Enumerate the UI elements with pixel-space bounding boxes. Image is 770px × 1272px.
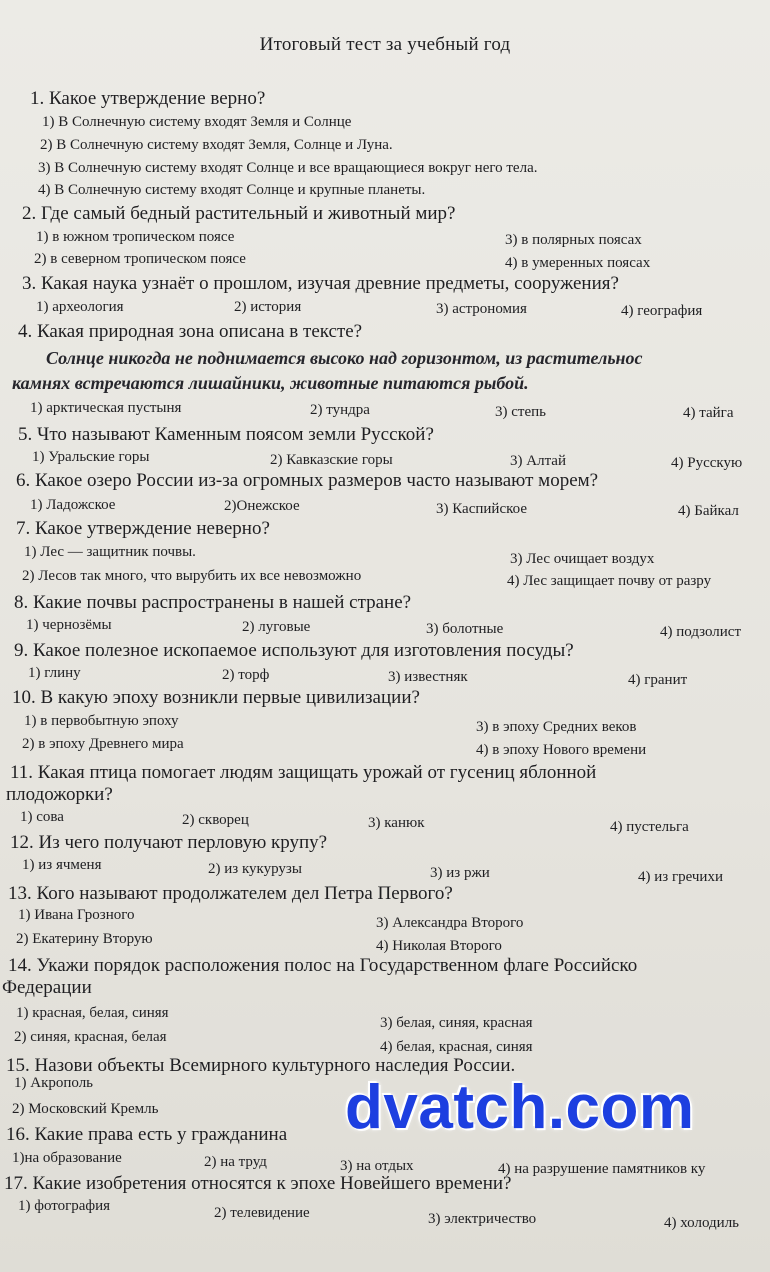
q2-answer-2: 2) в северном тропическом поясе (34, 251, 246, 267)
q8-answer-2: 2) луговые (242, 619, 311, 635)
question-10: 10. В какую эпоху возникли первые цивилизации? (12, 687, 420, 708)
question-8: 8. Какие почвы распространены в нашей стране? (14, 592, 412, 613)
q6-answer-1: 1) Ладожское (30, 497, 116, 513)
q2-answer-3: 3) в полярных поясах (505, 232, 642, 248)
q6-answer-4: 4) Байкал (678, 503, 739, 519)
question-5: 5. Что называют Каменным поясом земли Русской? (18, 424, 434, 445)
q16-answer-1: 1)на образование (12, 1150, 122, 1166)
question-14-continued: Федерации (2, 977, 92, 998)
q15-answer-1: 1) Акрополь (14, 1075, 94, 1091)
q12-answer-3: 3) из ржи (430, 865, 490, 881)
q11-answer-1: 1) сова (20, 809, 64, 825)
q4-answer-3: 3) степь (495, 404, 546, 420)
question-2: 2. Где самый бедный растительный и животный мир? (22, 203, 456, 224)
question-1: 1. Какое утверждение верно? (30, 88, 266, 109)
q5-answer-2: 2) Кавказские горы (270, 452, 393, 468)
watermark-text: dvatch.com (345, 1073, 695, 1142)
page-title: Итоговый тест за учебный год (259, 34, 511, 55)
q9-answer-2: 2) торф (222, 667, 270, 683)
q8-answer-3: 3) болотные (426, 621, 504, 637)
q12-answer-4: 4) из гречихи (638, 869, 723, 885)
q8-answer-1: 1) чернозёмы (26, 617, 112, 633)
question-14: 14. Укажи порядок расположения полос на Государственном флаге Российско (8, 955, 638, 976)
q11-answer-2: 2) скворец (182, 812, 249, 828)
q10-answer-2: 2) в эпоху Древнего мира (22, 736, 184, 752)
q16-answer-3: 3) на отдых (340, 1158, 414, 1174)
q4-answer-2: 2) тундра (310, 402, 370, 418)
question-13: 13. Кого называют продолжателем дел Петра Первого? (8, 883, 453, 904)
q7-answer-2: 2) Лесов так много, что вырубить их все невозможно (22, 568, 362, 584)
q9-answer-1: 1) глину (28, 665, 81, 681)
q14-answer-2: 2) синяя, красная, белая (14, 1029, 167, 1045)
q1-answer-4: 4) В Солнечную систему входят Солнце и крупные планеты. (38, 182, 426, 198)
q11-answer-3: 3) канюк (368, 815, 425, 831)
q17-answer-2: 2) телевидение (214, 1205, 310, 1221)
q3-answer-2: 2) история (234, 299, 302, 315)
q10-answer-3: 3) в эпоху Средних веков (476, 719, 637, 735)
q16-answer-4: 4) на разрушение памятников ку (498, 1161, 706, 1177)
question-4: 4. Какая природная зона описана в тексте? (18, 321, 363, 342)
q4-answer-4: 4) тайга (683, 405, 734, 421)
q17-answer-3: 3) электричество (428, 1211, 537, 1227)
q4-passage-line-2: камнях встречаются лишайники, животные питаются рыбой. (12, 373, 529, 393)
question-15: 15. Назови объекты Всемирного культурного наследия России. (6, 1055, 516, 1076)
q9-answer-4: 4) гранит (628, 672, 688, 688)
q7-answer-3: 3) Лес очищает воздух (510, 551, 655, 567)
question-11: 11. Какая птица помогает людям защищать урожай от гусениц яблонной (10, 762, 597, 783)
q2-answer-1: 1) в южном тропическом поясе (36, 229, 235, 245)
question-6: 6. Какое озеро России из-за огромных размеров часто называют морем? (16, 470, 599, 491)
q12-answer-1: 1) из ячменя (22, 857, 102, 873)
q7-answer-4: 4) Лес защищает почву от разру (507, 573, 712, 589)
q15-answer-2: 2) Московский Кремль (12, 1101, 159, 1117)
q13-answer-2: 2) Екатерину Вторую (16, 931, 153, 947)
q2-answer-4: 4) в умеренных поясах (505, 255, 651, 271)
q3-answer-3: 3) астрономия (436, 301, 527, 317)
question-16: 16. Какие права есть у гражданина (6, 1124, 288, 1145)
q5-answer-3: 3) Алтай (510, 453, 566, 469)
q17-answer-1: 1) фотография (18, 1198, 111, 1214)
q1-answer-2: 2) В Солнечную систему входят Земля, Солнце и Луна. (40, 137, 393, 153)
q1-answer-3: 3) В Солнечную систему входят Солнце и все вращающиеся вокруг него тела. (38, 160, 538, 176)
q16-answer-2: 2) на труд (204, 1154, 267, 1170)
q14-answer-1: 1) красная, белая, синяя (16, 1005, 169, 1021)
q4-passage-line-1: Солнце никогда не поднимается высоко над горизонтом, из растительнос (46, 348, 643, 368)
q3-answer-4: 4) география (621, 303, 703, 319)
q13-answer-3: 3) Александра Второго (376, 915, 524, 931)
q14-answer-4: 4) белая, красная, синяя (380, 1039, 533, 1055)
q8-answer-4: 4) подзолист (660, 624, 742, 640)
q1-answer-1: 1) В Солнечную систему входят Земля и Солнце (42, 114, 352, 130)
q9-answer-3: 3) известняк (388, 669, 468, 685)
q6-answer-2: 2)Онежское (224, 498, 300, 514)
question-3: 3. Какая наука узнаёт о прошлом, изучая древние предметы, сооружения? (22, 273, 619, 294)
q14-answer-3: 3) белая, синяя, красная (380, 1015, 533, 1031)
q13-answer-1: 1) Ивана Грозного (18, 907, 135, 923)
question-9: 9. Какое полезное ископаемое используют для изготовления посуды? (14, 640, 574, 661)
q7-answer-1: 1) Лес — защитник почвы. (24, 544, 196, 560)
q10-answer-1: 1) в первобытную эпоху (24, 713, 179, 729)
q4-answer-1: 1) арктическая пустыня (30, 400, 182, 416)
q5-answer-4: 4) Русскую (671, 455, 743, 471)
question-11-continued: плодожорки? (6, 784, 113, 805)
q6-answer-3: 3) Каспийское (436, 501, 527, 517)
q3-answer-1: 1) археология (36, 299, 124, 315)
question-7: 7. Какое утверждение неверно? (16, 518, 270, 539)
q5-answer-1: 1) Уральские горы (32, 449, 150, 465)
q11-answer-4: 4) пустельга (610, 819, 689, 835)
q10-answer-4: 4) в эпоху Нового времени (476, 742, 647, 758)
q17-answer-4: 4) холодиль (664, 1215, 740, 1231)
q12-answer-2: 2) из кукурузы (208, 861, 302, 877)
question-17: 17. Какие изобретения относятся к эпохе Новейшего времени? (4, 1173, 512, 1194)
q13-answer-4: 4) Николая Второго (376, 938, 502, 954)
question-12: 12. Из чего получают перловую крупу? (10, 832, 328, 853)
